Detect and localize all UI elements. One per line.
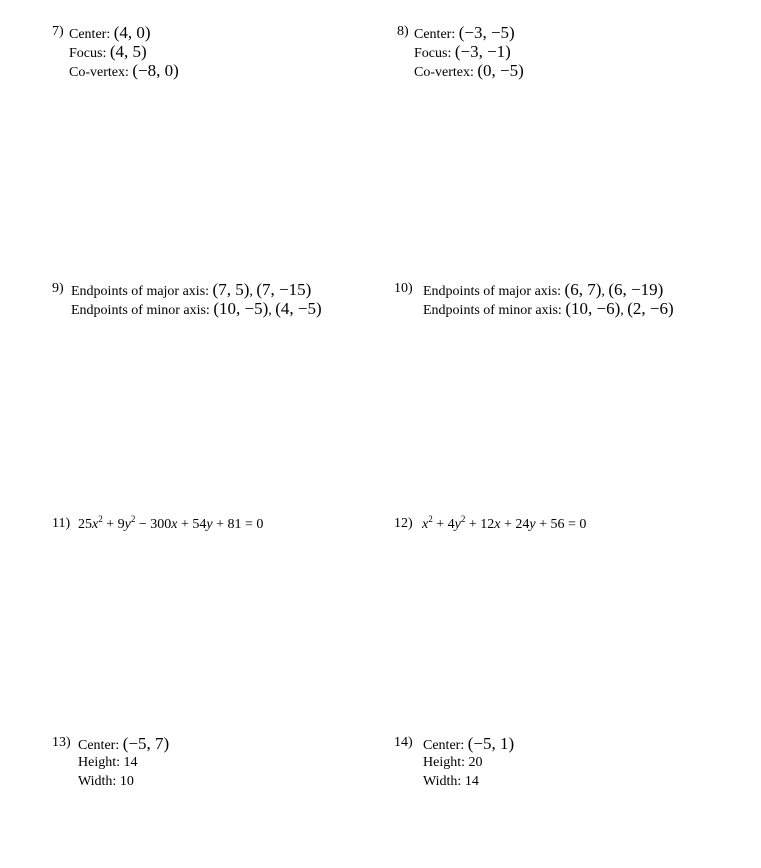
problem-number: 14) <box>394 735 413 750</box>
problem-7 <box>52 23 179 80</box>
problem-number: 12) <box>394 516 413 531</box>
height-value: 14 <box>123 755 138 770</box>
focus-line: Focus: (4, 5) <box>69 42 147 61</box>
width-value: 14 <box>464 774 479 789</box>
height-value: 20 <box>468 755 483 770</box>
problem-number: 13) <box>52 735 71 750</box>
center-line: Center: (−3, −5) <box>414 23 515 42</box>
major-axis-line: Endpoints of major axis: (7, 5), (7, −15) <box>71 280 312 299</box>
minor-axis-line: Endpoints of minor axis: (10, −6), (2, −6) <box>423 299 674 318</box>
covertex-value: (0, −5) <box>477 61 524 80</box>
covertex-line: Co-vertex: (0, −5) <box>414 61 524 80</box>
problem-10 <box>394 280 674 318</box>
center-line: Center: (4, 0) <box>69 23 151 42</box>
problem-number: 8) <box>397 24 409 39</box>
major-axis-line: Endpoints of major axis: (6, 7), (6, −19) <box>423 280 664 299</box>
covertex-value: (−8, 0) <box>132 61 179 80</box>
problem-number: 7) <box>52 24 64 39</box>
width-line: Width: 10 <box>78 774 134 789</box>
center-value: (4, 0) <box>113 23 151 42</box>
center-value: (−3, −5) <box>458 23 515 42</box>
center-line: Center: (−5, 7) <box>78 734 170 753</box>
width-line: Width: 14 <box>423 774 479 789</box>
problem-13 <box>52 734 169 791</box>
minor-axis-line: Endpoints of minor axis: (10, −5), (4, −5) <box>71 299 322 318</box>
covertex-line: Co-vertex: (−8, 0) <box>69 61 179 80</box>
focus-value: (4, 5) <box>109 42 147 61</box>
height-line: Height: 20 <box>423 755 483 770</box>
problem-number: 9) <box>52 281 64 296</box>
equation: $25x^2 + 9y^2 - 300x + 54y + 81 = 0$ <box>78 514 264 532</box>
equation: $x^2 + 4y^2 + 12x + 24y + 56 = 0$ <box>422 514 587 532</box>
problem-number: 11) <box>52 516 71 531</box>
problem-number: 10) <box>394 281 413 296</box>
focus-value: (−3, −1) <box>454 42 511 61</box>
problem-8 <box>397 23 524 80</box>
problem-14 <box>394 734 514 791</box>
center-value: (−5, 1) <box>467 734 515 753</box>
focus-line: Focus: (−3, −1) <box>414 42 511 61</box>
center-line: Center: (−5, 1) <box>423 734 515 753</box>
height-line: Height: 14 <box>78 755 138 770</box>
center-value: (−5, 7) <box>122 734 170 753</box>
problem-9 <box>52 280 322 318</box>
width-value: 10 <box>119 774 134 789</box>
problem-11 <box>52 515 263 534</box>
problem-12 <box>394 515 586 534</box>
